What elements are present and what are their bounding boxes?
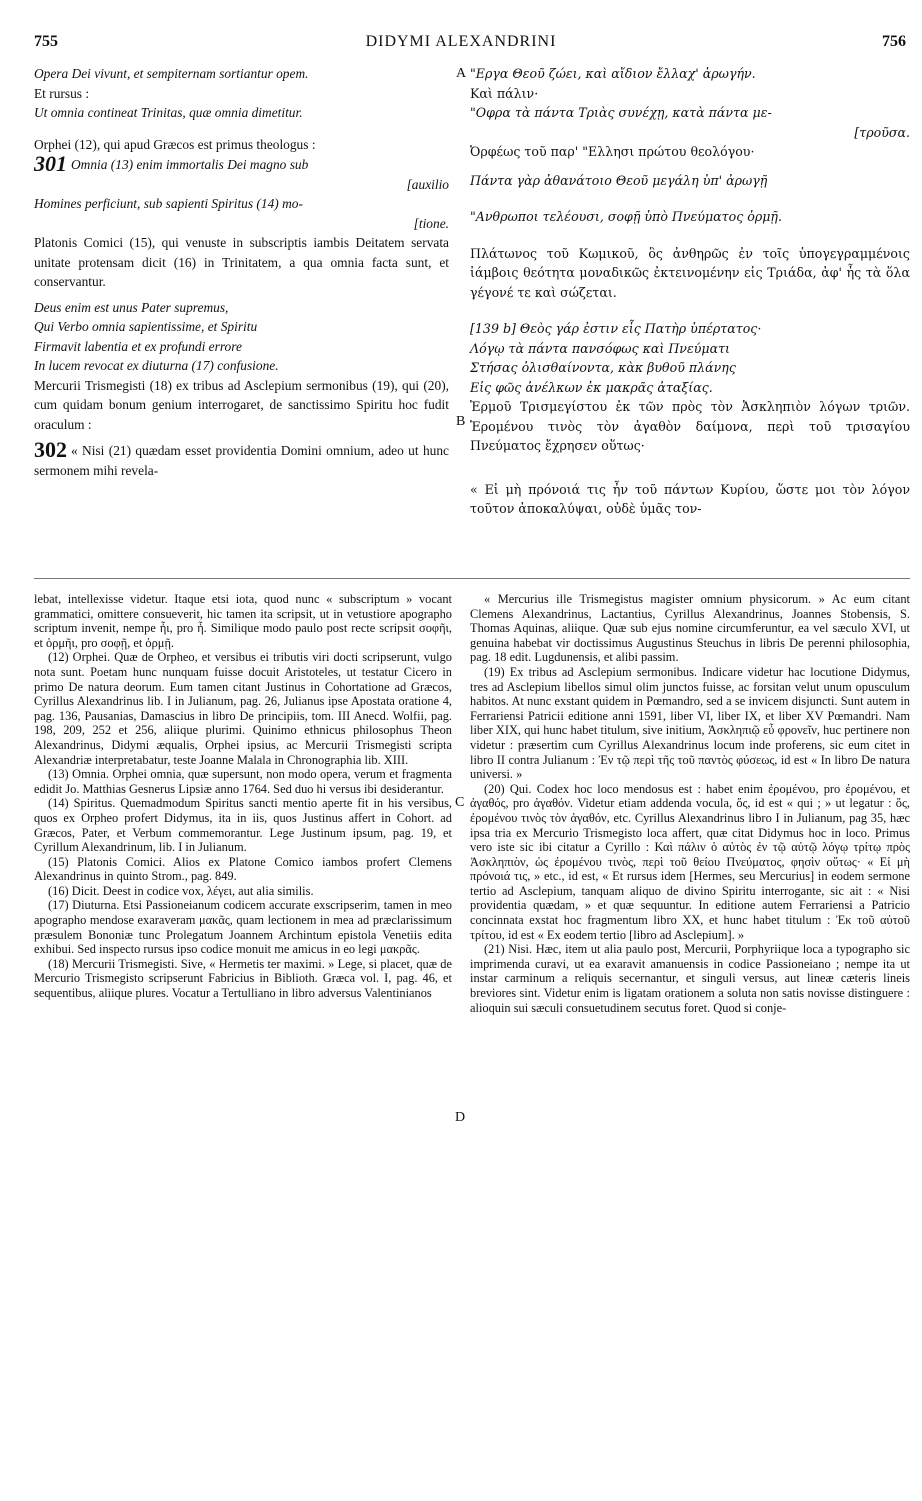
- notes-right-column: [470, 592, 910, 1015]
- greek-paragraph: Ἑρμοῦ Τρισμεγίστου ἐκ τῶν πρὸς τὸν Ἀσκληπιὸν λόγων τριῶν. Ἐρομένου τινὸς τὸν ἀγαθὸν δαίμονα, περὶ τοῦ τρισαγίου Πνεύματος ἔχρησεν οὕτως·: [470, 399, 910, 453]
- greek-line: Καὶ πάλιν·: [470, 85, 539, 101]
- latin-line: Opera Dei vivunt, et sempiternam sortiantur opem.: [34, 66, 309, 81]
- latin-line: [auxilio: [406, 176, 449, 192]
- greek-line: Πάντα γὰρ ἀθανάτοιο Θεοῦ μεγάλη ὑπ' ἀρωγῇ: [470, 172, 768, 188]
- column-marker-b: B: [456, 414, 466, 429]
- section-number-301: 301: [34, 151, 67, 176]
- latin-paragraph: Platonis Comici (15), qui venuste in subscriptis iambis Deitatem servata unitate protensam dicit (16) in Trinitatem, a qua omnia facta sunt, et conservantur.: [34, 235, 449, 289]
- footnote: (21) Nisi. Hæc, item ut alia paulo post, Mercurii, Porphyriique loca a typographo sic imprimenda curavi, ut ea exaravit amanuensis in codice Passioneiano ; nempe ita ut instar carminum a reliquis secernantur, et singuli versus, aut lineæ cæteris lineis breviores sint. Videtur enim is ligatam orationem a soluta non satis novisse distinguere : alioquin sui sæculi consuetudinem secutus foret. Quod si conje-: [470, 942, 910, 1015]
- section-number-302: 302: [34, 437, 67, 462]
- greek-paragraph: Πλάτωνος τοῦ Κωμικοῦ, ὃς ἀνθηρῶς ἐν τοῖς ὑπογεγραμμένοις ἰάμβοις θεότητα μοναδικῶς ἐκτεινομένην εἰς Τριάδα, ἀφ' ἧς τὰ ὅλα γέγονέ τε καὶ σώζεται.: [470, 245, 910, 300]
- latin-line: Ut omnia contineat Trinitas, quæ omnia dimetitur.: [34, 105, 303, 120]
- latin-line: [tione.: [413, 215, 449, 231]
- greek-paragraph: « Εἰ μὴ πρόνοιά τις ἦν τοῦ πάντων Κυρίου, ὥστε μοι τὸν λόγον τοῦτον ἀποκαλύψαι, οὐδὲ ὑμᾶς τον-: [470, 481, 910, 516]
- footnote: (14) Spiritus. Quemadmodum Spiritus sancti mentio aperte fit in his versibus, quos ex Orpheo profert Didymus, ita in iis, quos Justinus affert in Cohort. ad Græcos, Pater, et Verbum commemorantur. Lege Justinum ipsum, pag. 19, et Cyrillum Alexandrinum, lib. I in Julianum.: [34, 796, 452, 855]
- latin-verse: Qui Verbo omnia sapientissime, et Spiritu: [34, 319, 258, 334]
- footnote: (13) Omnia. Orphei omnia, quæ supersunt, non modo opera, verum et fragmenta edidit Jo. Matthias Gesnerus Lipsiæ anno 1764. Sed duo hi versus ibi desiderantur.: [34, 767, 452, 796]
- latin-column: [34, 64, 449, 480]
- left-page-number: 755: [34, 33, 58, 50]
- running-title: DIDYMI ALEXANDRINI: [365, 33, 557, 50]
- greek-line: Ὀρφέως τοῦ παρ' "Ελλησι πρώτου θεολόγου·: [470, 144, 755, 159]
- footnote: « Mercurius ille Trismegistus magister omnium physicorum. » Ac eum citant Clemens Alexandrinus, Lactantius, Cyrillus Alexandrinus, Joannes Stobensis, S. Thomas Aquinas, aliique. Quæ sub ejus nomine circumferuntur, ea vel sæculo XVI, ut genuina habebat vir doctissimus Augustinus Steuchus in libris De perenni philosophia, pag. 18 edit. Lugdunensis, et alibi passim.: [470, 592, 910, 665]
- right-page-number: 756: [882, 33, 906, 50]
- separator-rule: [34, 578, 910, 579]
- greek-line: "Ανθρωποι τελέουσι, σοφῇ ὑπὸ Πνεύματος ὁρμῇ.: [470, 209, 782, 224]
- latin-line: Orphei (12), qui apud Græcos est primus theologus :: [34, 136, 316, 152]
- footnote: (17) Diuturna. Etsi Passioneianum codicem accurate exscripserim, tamen in meo apographo mendose exaraveram μακᾶς, quam lectionem in mea ad præclarissimum præsulem Bononiæ tunc Prolegatum Joannem Archintum epistola Venetiis edita exhibui. Sed inspecto rursus ipso codice monuit me amicus in eo legi μακρᾶς.: [34, 898, 452, 957]
- footnote: (15) Platonis Comici. Alios ex Platone Comico iambos profert Clemens Alexandrinus in quinto Strom., pag. 849.: [34, 854, 452, 884]
- greek-line: "Οφρα τὰ πάντα Τριὰς συνέχῃ, κατὰ πάντα με-: [470, 105, 772, 120]
- footnote: (19) Ex tribus ad Asclepium sermonibus. Indicare videtur hac locutione Didymus, tres ad Asclepium libellos simul olim junctos fuisse, ac forsitan velut unum opusculum habitos. At nunc exstant quidem in Pœmandro, sed a se invicem disjuncti. Sunt autem in Ferrariensi Patricii editione anni 1591, liber VI, liber IX, et liber XV Pœmandri. Nam liber XIX, qui hunc habet titulum, sive initium, Ἀσκληπιῷ εὖ φρονεῖν, huc pertinere non videtur : præsertim cum Cyrillus Alexandrinus locum inde proferens, sic eum citet in libro II contra Julianum : Ἐν τῷ περὶ τῆς τοῦ παντὸς φύσεως, id est « In libro De natura universi. »: [470, 664, 910, 782]
- latin-line: Omnia (13) enim immortalis Dei magno sub: [71, 157, 309, 172]
- latin-paragraph: Mercurii Trismegisti (18) ex tribus ad Asclepium sermonibus (19), qui (20), cum quidam bonum genium interrogaret, de sanctissimo Spiritu hoc fudit oraculum :: [34, 377, 449, 432]
- latin-verse: Deus enim est unus Pater supremus,: [34, 299, 229, 315]
- footnote: (16) Dicit. Deest in codice vox, λέγει, aut alia similis.: [48, 883, 314, 898]
- latin-paragraph: « Nisi (21) quædam esset providentia Domini omnium, adeo ut hunc sermonem mihi revela-: [34, 443, 449, 478]
- greek-line: [τροῦσα.: [854, 124, 910, 140]
- greek-verse: [139 b] Θεὸς γάρ ἐστιν εἷς Πατὴρ ὑπέρτατος·: [470, 321, 762, 336]
- footnote: lebat, intellexisse videtur. Itaque etsi iota, quod nunc « subscriptum » vocant grammatici, omittere consueverit, hic tamen ita scripsit, ut in vetustiore apographo scriptum invenit, nempe ἦι, pro ἦ. Similique modo paulo post recte scripsit σοφῆι, et ὁρμῆι, pro σοφῇ, et ὁρμῇ.: [34, 592, 452, 650]
- column-marker-c: C: [455, 795, 465, 810]
- footnote: (18) Mercurii Trismegisti. Sive, « Hermetis ter maximi. » Lege, si placet, quæ de Mercurio Trismegisto scripserunt Fabricius in Biblioth. Græca vol. I, pag. 46, et sequentibus, aliique plures. Vocatur a Tertulliano in libro adversus Valentinianos: [34, 956, 452, 1001]
- latin-line: Homines perficiunt, sub sapienti Spiritus (14) mo-: [34, 196, 303, 211]
- column-marker-d: D: [455, 1110, 466, 1125]
- latin-verse: In lucem revocat ex diuturna (17) confusione.: [34, 358, 279, 373]
- greek-verse: Λόγῳ τὰ πάντα πανσόφως καὶ Πνεύματι: [470, 340, 730, 356]
- greek-verse: Εἰς φῶς ἀνέλκων ἐκ μακρᾶς ἀταξίας.: [470, 379, 713, 395]
- latin-line: Et rursus :: [34, 85, 90, 101]
- notes-left-column: [34, 592, 452, 1001]
- column-marker-a: A: [456, 66, 467, 81]
- greek-column: [470, 64, 910, 519]
- greek-verse: Στήσας ὀλισθαίνοντα, κὰκ βυθοῦ πλάνης: [470, 360, 736, 375]
- footnote: (20) Qui. Codex hoc loco mendosus est : habet enim ἐρομένου, pro ἐρομένου, et ἀγαθός, pro ἀγαθόν. Videtur etiam addenda vocula, ὅς, id est « qui ; » ut legatur : ὅς, ἐρομένου τινὸς τὸν ἀγαθόν, etc. Cyrillus Alexandrinus libro I in Julianum, pag 35, hæc ipsa tria ex Mercurio Trismegisto loca affert, quæ citat Didymus hoc in loco. Primus vero iste sic ibi citatur a Cyrillo : Καὶ πάλιν ὁ αὐτὸς ἐν τῷ αὐτῷ λόγῳ τρίτῳ πρὸς Ἀσκληπιὸν, ὡς ἐρομένου τινὸς, περὶ τοῦ θείου Πνεύματος, φησὶν οὕτως· « Εἰ μὴ πρόνοιά τις, » etc., id est, « Et rursus idem [Hermes, seu Mercurius] in eodem sermone tertio ad Asclepium, tanquam aliquo de divino Spiritu interrogante, sic ait : « Nisi providentia quædam, » et quæ sequuntur. In editione autem Ferrariensi a Patricio concinnata exstat hoc fragmentum libro XX, et hunc habet titulum : Ἐκ τοῦ αὐτοῦ τρίτου, id est « Ex eodem tertio [libro ad Asclepium]. »: [470, 781, 910, 942]
- greek-line: "Εργα Θεοῦ ζώει, καὶ αἴδιον ἔλλαχ' ἀρωγήν.: [470, 66, 756, 81]
- latin-verse: Firmavit labentia et ex profundi errore: [34, 338, 242, 354]
- footnote: (12) Orphei. Quæ de Orpheo, et versibus ei tributis viri docti scripserunt, vulgo nota sunt. Poetam hunc nunquam fuisse docuit Aristoteles, ut testatur Cicero in primo De natura deorum. Eum tamen citant Justinus in Cohortatione ad Græcos, Cyrillus Alexandrinus lib. I in Julianum, pag. 26, Julianus ipse Apostata oratione 4, pag. 136, Pausanias, Damascius in libro De principiis, tom. III Anecd. Wolfii, pag. 198, 209, 252 et 256, aliique plurimi. Quinimo ethnicus philosophus Theon Alexandrinus, Didymi æqualis, Orphei ipsius, ac Mercurii Trismegisti scripta Alexandriæ interpretabatur, teste Joanne Malala in Chronographia lib. XIII.: [34, 650, 452, 767]
